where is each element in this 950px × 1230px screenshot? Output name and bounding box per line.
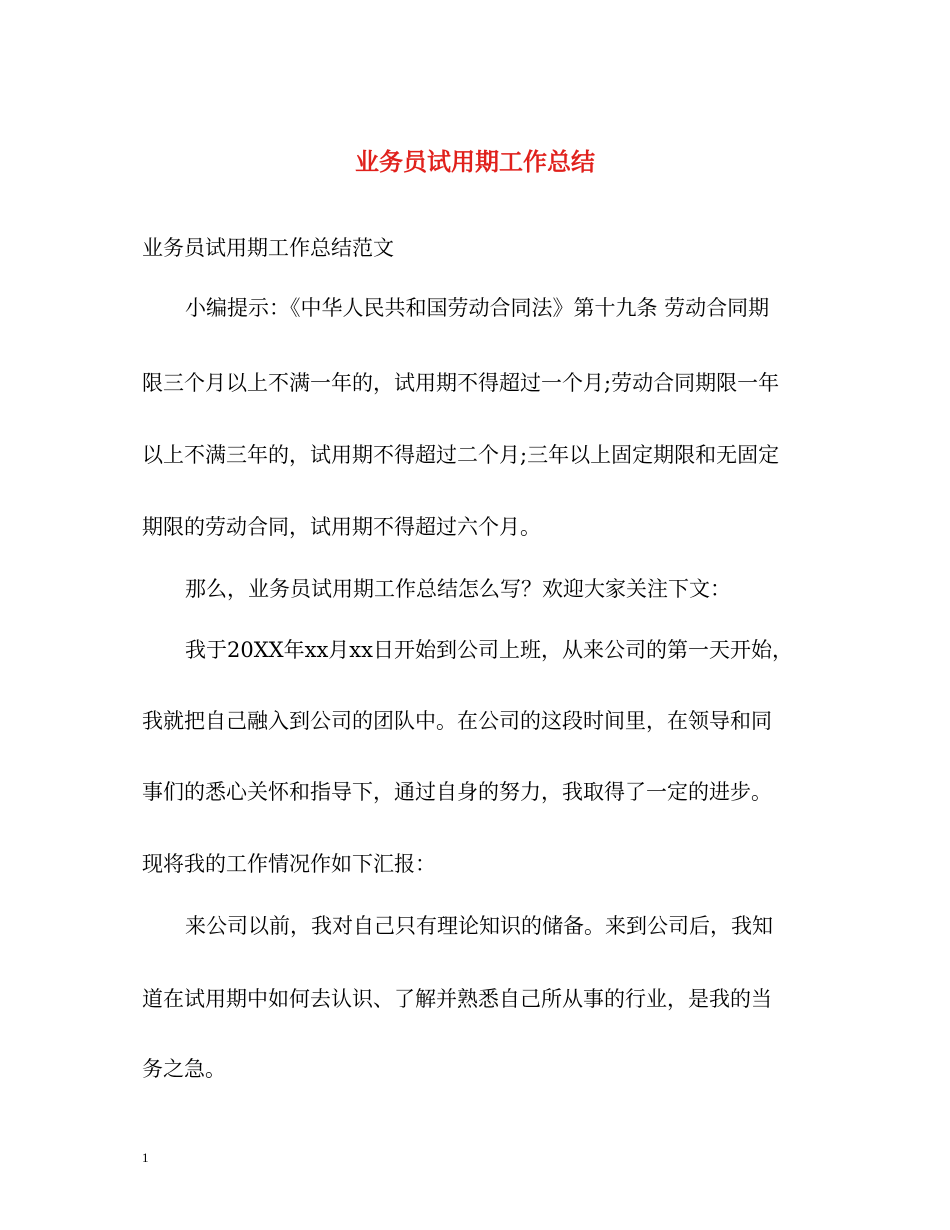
paragraph-2-line-1: 那么，业务员试用期工作总结怎么写？欢迎大家关注下文： [185, 577, 731, 601]
paragraph-1-line-1: 小编提示：《中华人民共和国劳动合同法》第十九条 劳动合同期 [185, 296, 770, 320]
paragraph-3-line-3: 事们的悉心关怀和指导下，通过自身的努力，我取得了一定的进步。 [142, 780, 772, 804]
paragraph-3-line-1: 我于20XX年xx月xx日开始到公司上班，从来公司的第一天开始， [185, 638, 793, 662]
paragraph-4-line-1: 来公司以前，我对自己只有理论知识的储备。来到公司后，我知 [185, 914, 773, 938]
paragraph-1-line-2: 限三个月以上不满一年的，试用期不得超过一个月;劳动合同期限一年 [142, 371, 780, 395]
page-title: 业务员试用期工作总结 [355, 147, 595, 176]
page-number: 1 [142, 1150, 149, 1165]
paragraph-1-line-3: 以上不满三年的，试用期不得超过二个月;三年以上固定期限和无固定 [142, 443, 780, 467]
paragraph-1-line-4: 期限的劳动合同，试用期不得超过六个月。 [142, 515, 541, 539]
paragraph-3-line-4: 现将我的工作情况作如下汇报： [142, 852, 436, 876]
paragraph-3-line-2: 我就把自己融入到公司的团队中。在公司的这段时间里，在领导和同 [142, 709, 772, 733]
document-subtitle: 业务员试用期工作总结范文 [142, 236, 394, 260]
paragraph-4-line-3: 务之急。 [142, 1057, 226, 1081]
paragraph-4-line-2: 道在试用期中如何去认识、了解并熟悉自己所从事的行业，是我的当 [142, 987, 772, 1011]
